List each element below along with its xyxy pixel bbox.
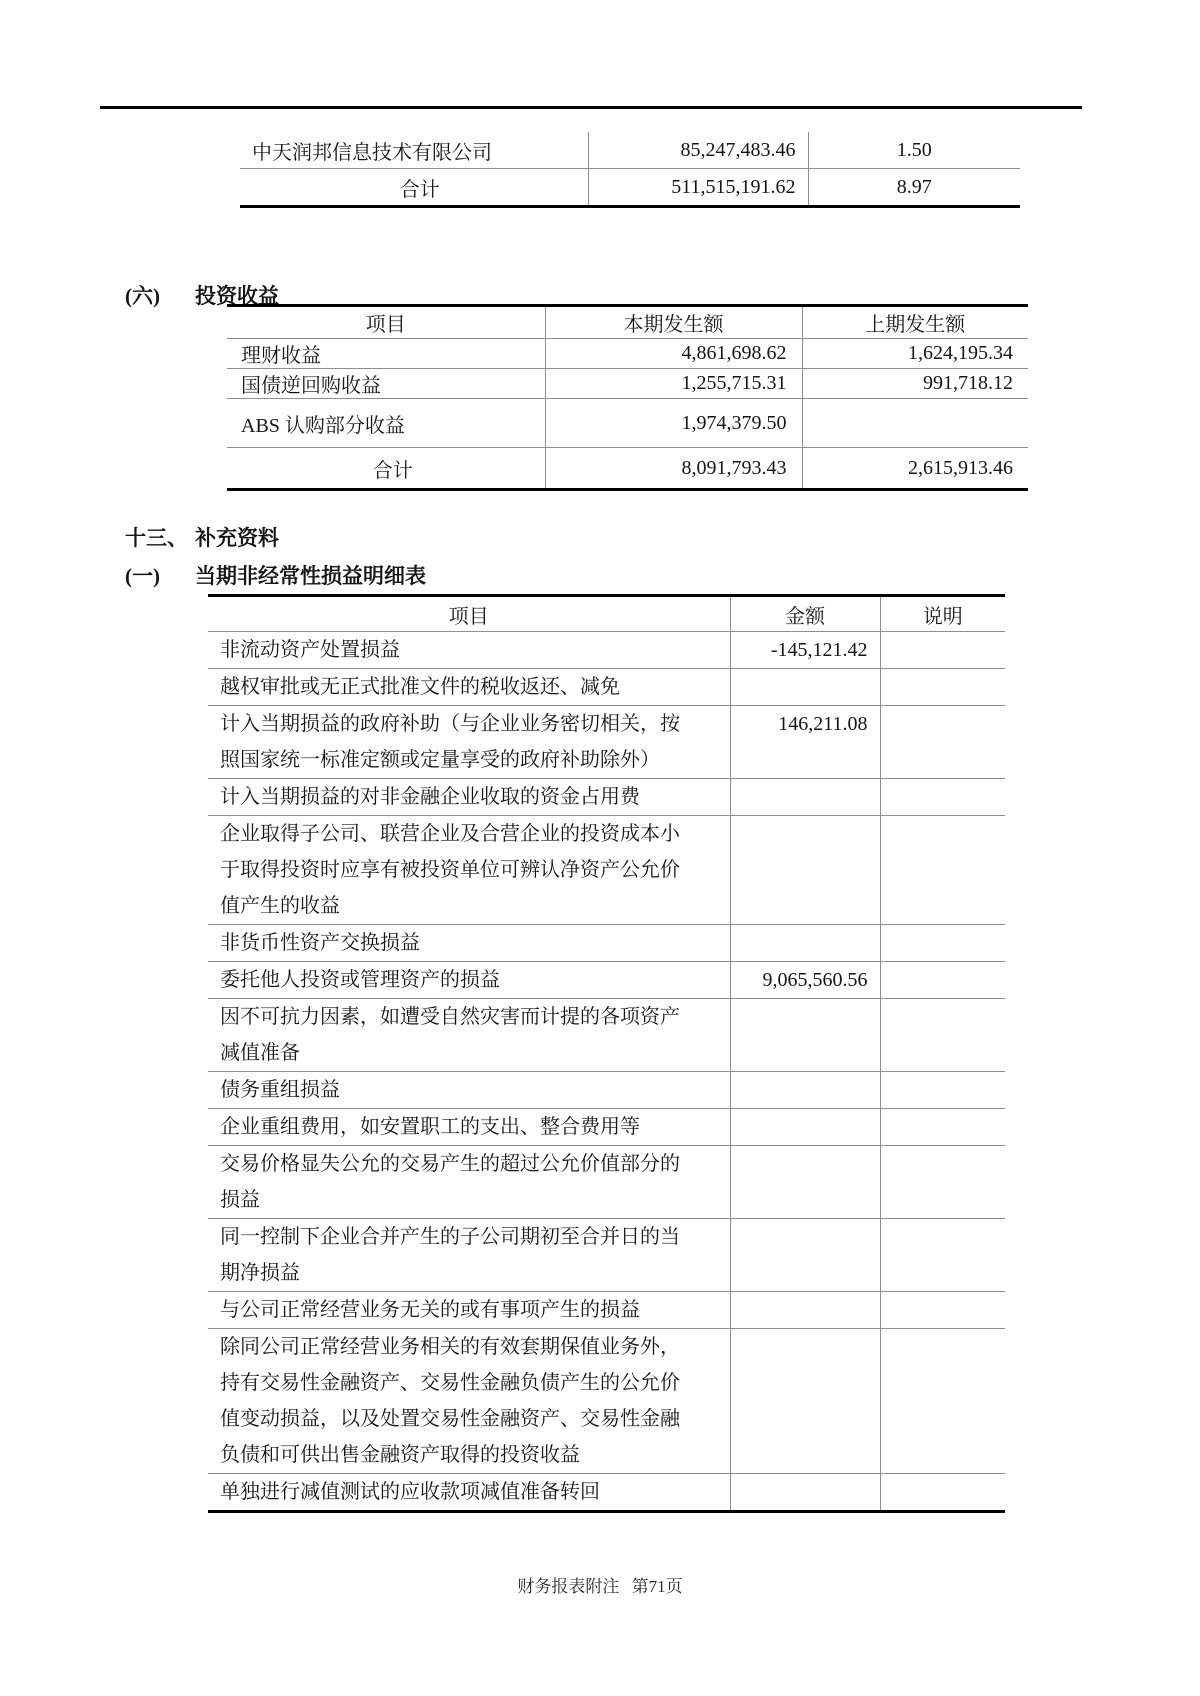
table-row	[208, 1109, 1005, 1146]
nonrecurring-items-table	[208, 594, 1005, 1513]
cell-item: 除同公司正常经营业务相关的有效套期保值业务外，持有交易性金融资产、交易性金融负债产生的公允价值变动损益，以及处置交易性金融资产、交易性金融负债和可供出售金融资产取得的投资收益	[208, 1329, 730, 1474]
page-footer	[0, 1572, 1200, 1597]
investment-income-table	[227, 304, 1028, 491]
cell-amount	[730, 779, 880, 816]
header-item: 项目	[208, 596, 730, 632]
cell-item: 计入当期损益的政府补助（与企业业务密切相关，按照国家统一标准定额或定量享受的政府补助除外）	[208, 706, 730, 779]
cell-item: 合计	[227, 448, 545, 490]
table-row	[208, 1329, 1005, 1474]
cell-item: ABS 认购部分收益	[227, 399, 545, 448]
cell-current: 4,861,698.62	[545, 339, 802, 369]
table-row	[208, 1219, 1005, 1292]
footer-label: 财务报表附注	[517, 1577, 620, 1596]
cell-note	[880, 925, 1005, 962]
header-note: 说明	[880, 596, 1005, 632]
cell-amount	[730, 1219, 880, 1292]
cell-amount: 511,515,191.62	[588, 169, 808, 207]
header-prior-period: 上期发生额	[802, 306, 1028, 339]
cell-amount	[730, 1474, 880, 1512]
continuation-table	[240, 132, 1020, 208]
table-row	[208, 1072, 1005, 1109]
table-row	[227, 339, 1028, 369]
cell-item: 理财收益	[227, 339, 545, 369]
cell-item: 与公司正常经营业务无关的或有事项产生的损益	[208, 1292, 730, 1329]
section-number: 十三、	[125, 526, 188, 550]
table-row	[227, 399, 1028, 448]
cell-ratio: 8.97	[896, 175, 932, 198]
table-row	[208, 816, 1005, 925]
cell-note	[880, 1292, 1005, 1329]
cell-ratio: 1.50	[808, 132, 1020, 169]
cell-amount	[730, 925, 880, 962]
nonrecurring-items-table-body	[208, 632, 1005, 1512]
cell-amount: 9,065,560.56	[730, 962, 880, 999]
subsection-heading-nonrecurring	[125, 560, 426, 590]
table-row	[208, 925, 1005, 962]
table-row	[240, 132, 1020, 169]
page-header-rule	[100, 106, 1082, 109]
cell-name: 中天润邦信息技术有限公司	[240, 132, 588, 169]
cell-item: 非流动资产处置损益	[208, 632, 730, 669]
cell-amount	[730, 1329, 880, 1474]
cell-note	[880, 1072, 1005, 1109]
cell-amount	[730, 1146, 880, 1219]
section-title: 补充资料	[195, 526, 279, 550]
cell-amount	[730, 1109, 880, 1146]
cell-prior: 2,615,913.46	[908, 456, 1013, 479]
table-row	[208, 1474, 1005, 1512]
table-row	[227, 448, 1028, 490]
subsection-number: (一)	[125, 564, 160, 588]
continuation-table-body	[240, 132, 1020, 207]
table-row	[208, 962, 1005, 999]
cell-name: 合计	[240, 169, 588, 207]
table-row	[208, 779, 1005, 816]
table-header-row	[227, 306, 1028, 339]
section-title: 投资收益	[195, 284, 279, 308]
table-row	[208, 632, 1005, 669]
cell-item: 企业重组费用，如安置职工的支出、整合费用等	[208, 1109, 730, 1146]
investment-income-table-body	[227, 339, 1028, 490]
cell-amount	[730, 669, 880, 706]
cell-amount	[730, 1292, 880, 1329]
cell-note	[880, 669, 1005, 706]
cell-current: 1,255,715.31	[545, 369, 802, 399]
table-header-row	[208, 596, 1005, 632]
cell-item: 债务重组损益	[208, 1072, 730, 1109]
cell-prior	[802, 399, 1028, 448]
cell-note	[880, 1329, 1005, 1474]
cell-note	[880, 1219, 1005, 1292]
cell-item: 国债逆回购收益	[227, 369, 545, 399]
cell-item: 企业取得子公司、联营企业及合营企业的投资成本小于取得投资时应享有被投资单位可辨认净资产公允价值产生的收益	[208, 816, 730, 925]
cell-amount: -145,121.42	[730, 632, 880, 669]
table-row	[227, 369, 1028, 399]
cell-item: 单独进行减值测试的应收款项减值准备转回	[208, 1474, 730, 1512]
cell-item: 同一控制下企业合并产生的子公司期初至合并日的当期净损益	[208, 1219, 730, 1292]
cell-current: 8,091,793.43	[545, 448, 802, 490]
header-amount: 金额	[730, 596, 880, 632]
header-item: 项目	[227, 306, 545, 339]
footer-page-number: 第71页	[631, 1577, 683, 1596]
table-row	[208, 1146, 1005, 1219]
cell-item: 非货币性资产交换损益	[208, 925, 730, 962]
cell-amount: 146,211.08	[730, 706, 880, 779]
section-number: (六)	[125, 284, 160, 308]
table-row	[208, 999, 1005, 1072]
table-row	[208, 669, 1005, 706]
header-current-period: 本期发生额	[545, 306, 802, 339]
cell-amount: 85,247,483.46	[588, 132, 808, 169]
cell-item: 越权审批或无正式批准文件的税收返还、减免	[208, 669, 730, 706]
subsection-title: 当期非经常性损益明细表	[195, 564, 426, 588]
cell-amount	[730, 1072, 880, 1109]
cell-note	[880, 962, 1005, 999]
cell-prior: 991,718.12	[802, 369, 1028, 399]
cell-item: 计入当期损益的对非金融企业收取的资金占用费	[208, 779, 730, 816]
cell-amount	[730, 816, 880, 925]
table-row	[208, 1292, 1005, 1329]
table-row	[240, 169, 1020, 207]
cell-note	[880, 1109, 1005, 1146]
cell-note	[880, 632, 1005, 669]
cell-amount	[730, 999, 880, 1072]
cell-note	[880, 1474, 1005, 1512]
cell-item: 交易价格显失公允的交易产生的超过公允价值部分的损益	[208, 1146, 730, 1219]
cell-note	[880, 706, 1005, 779]
table-row	[208, 706, 1005, 779]
cell-note	[880, 1146, 1005, 1219]
cell-current: 1,974,379.50	[545, 399, 802, 448]
cell-item: 因不可抗力因素，如遭受自然灾害而计提的各项资产减值准备	[208, 999, 730, 1072]
cell-note	[880, 779, 1005, 816]
section-heading-supplementary	[125, 522, 279, 552]
cell-note	[880, 999, 1005, 1072]
cell-prior: 1,624,195.34	[802, 339, 1028, 369]
cell-item: 委托他人投资或管理资产的损益	[208, 962, 730, 999]
cell-note	[880, 816, 1005, 925]
